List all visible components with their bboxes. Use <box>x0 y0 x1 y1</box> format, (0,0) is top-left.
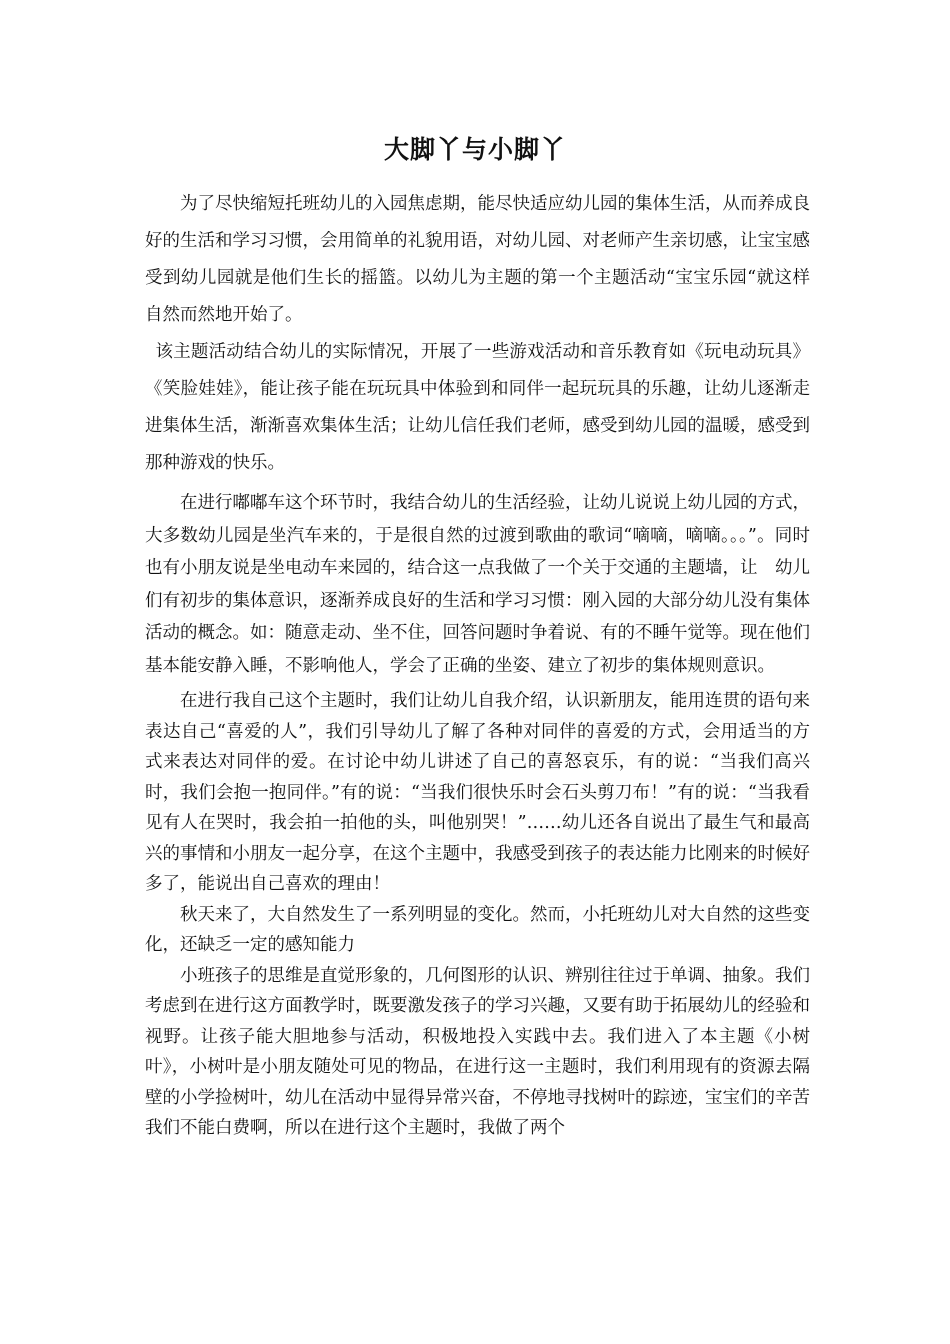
paragraph-4: 在进行我自己这个主题时，我们让幼儿自我介绍，认识新朋友，能用连贯的语句来表达自己“喜爱的人”，我们引导幼儿了解了各种对同伴的喜爱的方式，会用适当的方式来表达对同伴的爱。在讨论中幼儿讲述了自己的喜怒哀乐，有的说：“当我们高兴时，我们会抱一抱同伴。”有的说：“当我们很快乐时会石头剪刀布！”有的说：“当我看见有人在哭时，我会拍一拍他的头，叫他别哭！”……幼儿还各自说出了最生气和最高兴的事情和小朋友一起分享，在这个主题中，我感受到孩子的表达能力比刚来的时候好多了，能说出自己喜欢的理由！ <box>145 691 810 894</box>
paragraph-3: 在进行嘟嘟车这个环节时，我结合幼儿的生活经验，让幼儿说说上幼儿园的方式，大多数幼儿园是坐汽车来的，于是很自然的过渡到歌曲的歌词“嘀嘀，嘀嘀。。。”。同时也有小朋友说是坐电动车来园的，结合这一点我做了一个关于交通的主题墙，让 幼儿们有初步的集体意识，逐渐养成良好的生活和学习习惯：刚入园的大部分幼儿没有集体活动的概念。如：随意走动、坐不住，回答问题时争着说、有的不睡午觉等。现在他们基本能安静入睡，不影响他人，学会了正确的坐姿、建立了初步的集体规则意识。 <box>145 493 810 676</box>
document-title: 大脚丫与小脚丫 <box>383 135 566 164</box>
document-body <box>145 186 810 1144</box>
paragraph-5: 秋天来了，大自然发生了一系列明显的变化。然而，小托班幼儿对大自然的这些变化，还缺乏一定的感知能力 <box>145 904 810 955</box>
paragraph-1: 为了尽快缩短托班幼儿的入园焦虑期，能尽快适应幼儿园的集体生活，从而养成良好的生活和学习习惯，会用简单的礼貌用语，对幼儿园、对老师产生亲切感，让宝宝感受到幼儿园就是他们生长的摇篮。以幼儿为主题的第一个主题活动“宝宝乐园“就这样自然而然地开始了。 <box>145 194 810 325</box>
paragraph-6: 小班孩子的思维是直觉形象的，几何图形的认识、辨别往往过于单调、抽象。我们考虑到在进行这方面教学时，既要激发孩子的学习兴趣，又要有助于拓展幼儿的经验和视野。让孩子能大胆地参与活动，积极地投入实践中去。我们进入了本主题《小树叶》，小树叶是小朋友随处可见的物品，在进行这一主题时，我们利用现有的资源去隔壁的小学捡树叶，幼儿在活动中显得异常兴奋，不停地寻找树叶的踪迹，宝宝们的辛苦我们不能白费啊，所以在进行这个主题时，我做了两个 <box>145 965 810 1138</box>
paragraph-2: 该主题活动结合幼儿的实际情况，开展了一些游戏活动和音乐教育如《玩电动玩具》《笑脸娃娃》，能让孩子能在玩玩具中体验到和同伴一起玩玩具的乐趣，让幼儿逐渐走进集体生活，渐渐喜欢集体生活；让幼儿信任我们老师，感受到幼儿园的温暖，感受到那种游戏的快乐。 <box>145 342 810 473</box>
